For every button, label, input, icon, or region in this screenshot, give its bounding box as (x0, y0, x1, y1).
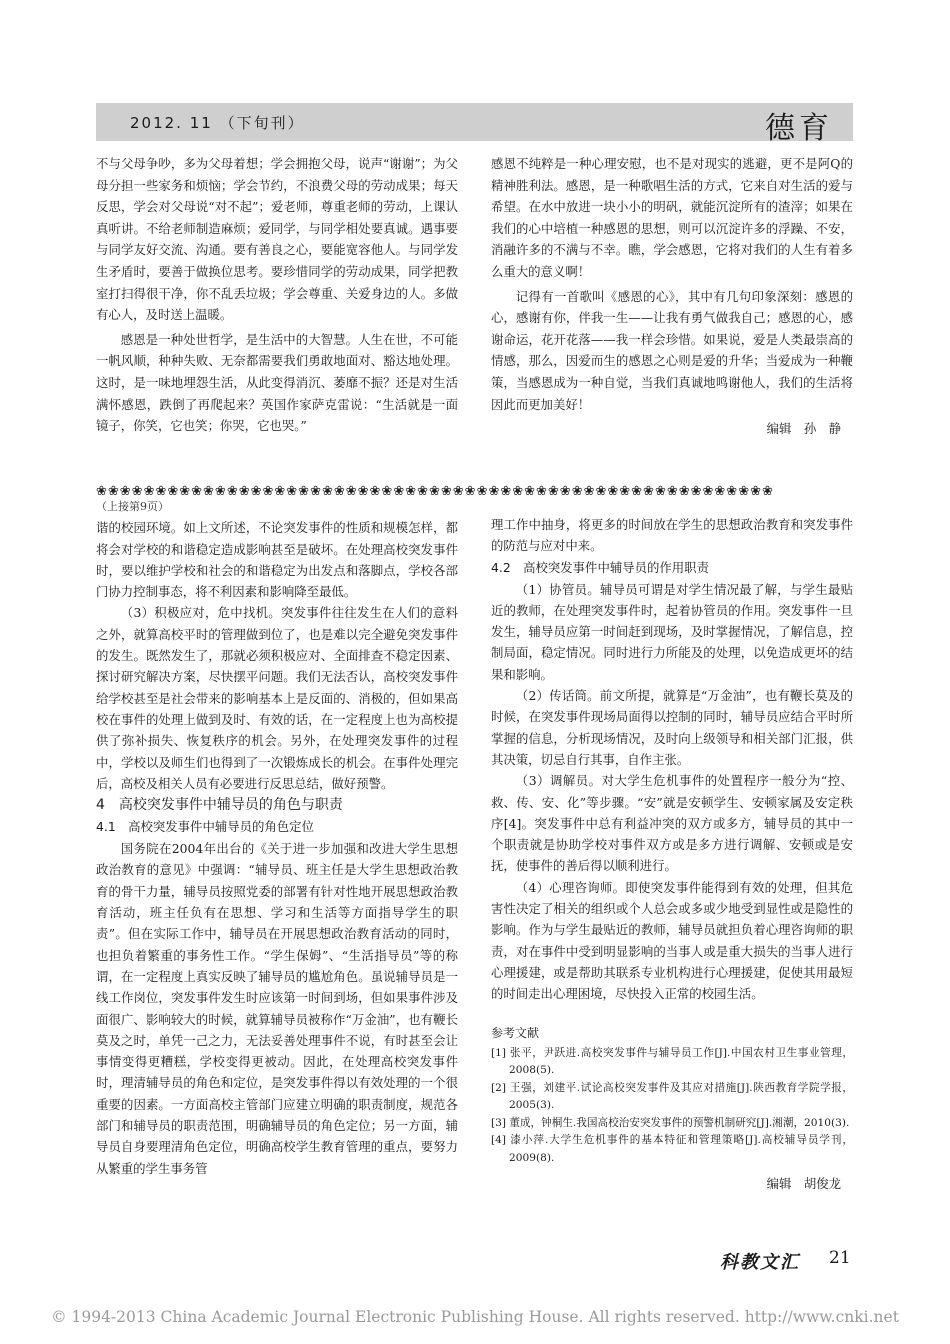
paragraph: 国务院在2004年出台的《关于进一步加强和改进大学生思想政治教育的意见》中强调：“辅导员、班主任是大学生思想政治教育的骨干力量，辅导员按照党委的部署有针对性地开展思想政治教育活动，班主任负有在思想、学习和生活等方面指导学生的职责”。但在实际工作中，辅导员在开展思想政治教育活动的同时，也担负着繁重的事务性工作。“学生保姆”、“生活指导员”等的称谓，在一定程度上真实反映了辅导员的尴尬角色。虽说辅导员是一线工作岗位，突发事件发生时应该第一时间到场，但如果事件涉及面很广、影响较大的时候，就算辅导员被称作“万金油”，也有鞭长莫及之时，单凭一己之力，无法妥善处理事件不说，有时甚至会让事情变得更糟糕，学校变得更被动。因此，在处理高校突发事件时，理清辅导员的角色和定位，是突发事件得以有效处理的一个很重要的因素。一方面高校主管部门应建立明确的职责制度，规范各部门和辅导员的职责范围，明确辅导员的角色定位；另一方面，辅导员自身要理清角色定位，明确高校学生教育管理的重点，要努力从繁重的学生事务管 (96, 841, 458, 1176)
editor-credit: 编辑 胡俊龙 (766, 1176, 841, 1192)
references (491, 1023, 853, 1168)
paragraph: 理工作中抽身，将更多的时间放在学生的思想政治教育和突发事件的防范与应对中来。 (491, 517, 853, 554)
subsection-heading: 4.1 高校突发事件中辅导员的角色定位 (96, 819, 314, 835)
paragraph: 感恩不纯粹是一种心理安慰，也不是对现实的逃避，更不是阿Q的精神胜利法。感恩，是一种歌唱生活的方式，它来自对生活的爱与希望。在水中放进一块小小的明矾，就能沉淀所有的渣滓；如果在我们的心中培植一种感恩的思想，则可以沉淀许多的浮躁、不安，消融许多的不满与不幸。瞧，学会感恩，它将对我们的人生有着多么重大的意义啊！ (491, 156, 853, 279)
top-left-column (96, 153, 458, 437)
bottom-left-column (96, 496, 458, 1179)
section-title: 德育 (765, 111, 833, 146)
page-header (96, 103, 853, 146)
section-heading: 4 高校突发事件中辅导员的角色与职责 (96, 797, 343, 814)
bottom-right-column (491, 514, 853, 1194)
paragraph: （4）心理咨询师。即使突发事件能得到有效的处理，但其危害性决定了相关的组织或个人总会或多或少地受到显性或是隐性的影响。作为与学生最贴近的教师，辅导员就担负着心理咨询师的职责，对在事件中受到明显影响的当事人或是重大损失的当事人进行心理援建，或是帮助其联系专业机构进行心理援建，促使其用最短的时间走出心理困境，尽快投入正常的校园生活。 (491, 879, 853, 1002)
flower-divider: ❀❀❀❀❀❀❀❀❀❀❀❀❀❀❀❀❀❀❀❀❀❀❀❀❀❀❀❀❀❀❀❀❀❀❀❀❀❀❀❀❀❀❀❀❀❀❀❀❀❀❀❀❀❀❀❀❀ (96, 485, 774, 499)
page-number: 21 (829, 1248, 851, 1268)
editor-credit: 编辑 孙 静 (766, 421, 841, 437)
journal-name: 科教文汇 (720, 1252, 800, 1273)
references-title: 参考文献 (491, 1025, 540, 1040)
subsection-heading: 4.2 高校突发事件中辅导员的作用职责 (491, 559, 709, 575)
reference-item: [1] 张平，尹跃进.高校突发事件与辅导员工作[J].中国农村卫生事业管理，2008(5). (491, 1046, 853, 1077)
paragraph: 不与父母争吵，多为父母着想；学会拥抱父母，说声“谢谢”；为父母分担一些家务和烦恼；学会节约，不浪费父母的劳动成果；每天反思，学会对父母说“对不起”；爱老师，尊重老师的劳动，上课认真听讲。不给老师制造麻烦；爱同学，与同学相处要真诚。遇事要与同学友好交流、沟通。要有善良之心，要能宽容他人。与同学发生矛盾时，要善于做换位思考。要珍惜同学的劳动成果，同学把教室打扫得很干净，你不乱丢垃圾；学会尊重、关爱身边的人。多做有心人，及时送上温暖。 (96, 156, 458, 323)
paragraph: 感恩是一种处世哲学，是生活中的大智慧。人生在世，不可能一帆风顺，种种失败、无奈都需要我们勇敢地面对、豁达地处理。这时，是一味地埋怨生活，从此变得消沉、萎靡不振？还是对生活满怀感恩，跌倒了再爬起来？英国作家萨克雷说：“生活就是一面镜子，你笑，它也笑；你哭，它也哭。” (96, 331, 458, 434)
paragraph: （3）积极应对，危中找机。突发事件往往发生在人们的意料之外，就算高校平时的管理做到位了，也是难以完全避免突发事件的发生。既然发生了，那就必须积极应对、全面排查不稳定因素、探讨研究解决方案，尽快摆平问题。我们无法否认，高校突发事件给学校甚至是社会带来的影响基本上是反面的、消极的，但如果高校在事件的处理上做到及时、有效的话，在一定程度上也为高校提供了弥补损失、恢复秩序的机会。另外，在处理突发事件的过程中，学校以及师生们也得到了一次锻炼成长的机会。在事件处理完后，高校及相关人员有必要进行反思总结，做好预警。 (96, 605, 458, 791)
top-right-column (491, 153, 853, 440)
paragraph: 谐的校园环境。如上文所述，不论突发事件的性质和规模怎样，都将会对学校的和谐稳定造成影响甚至是破坏。在处理高校突发事件时，要以维护学校和社会的和谐稳定为出发点和落脚点，学校各部门协力控制事态，将不利因素和影响降至最低。 (96, 520, 458, 600)
paragraph: （3）调解员。对大学生危机事件的处置程序一般分为“控、救、传、安、化”等步骤。“安”就是安顿学生、安顿家属及安定秩序[4]。突发事件中总有利益冲突的双方或多方，辅导员的其中一个职责就是协助学校对事件双方或是多方进行调解、安顿或是安抚，使事件的善后得以顺利进行。 (491, 773, 853, 874)
reference-item: [4] 漆小萍.大学生危机事件的基本特征和管理策略[J].高校辅导员学刊，2009(8). (491, 1134, 853, 1164)
reference-item: [3] 董成，钟桐生.我国高校治安突发事件的预警机制研究[J].湘潮，2010(3). (491, 1116, 850, 1129)
continued-note: （上接第9页） (96, 500, 169, 513)
issue-date: 2012. 11 （下旬刊） (130, 114, 305, 132)
copyright-footer: © 1994-2013 China Academic Journal Electronic Publishing House. All rights reserved. http://www.cnki.net (51, 1308, 899, 1326)
paragraph: （1）协管员。辅导员可谓是对学生情况最了解，与学生最贴近的教师，在处理突发事件时，起着协管员的作用。突发事件一旦发生，辅导员应第一时间赶到现场，及时掌握情况，了解信息，控制局面，稳定情况。同时进行力所能及的处理，以免造成更坏的结果和影响。 (491, 581, 853, 682)
reference-item: [2] 王强，刘建平.试论高校突发事件及其应对措施[J].陕西教育学院学报，2005(3). (491, 1081, 853, 1112)
paragraph: 记得有一首歌叫《感恩的心》，其中有几句印象深刻：感恩的心，感谢有你，伴我一生——让我有勇气做我自己；感恩的心，感谢命运，花开花落——我一样会珍惜。如果说，爱是人类最崇高的情感，那么，因爱而生的感恩之心则是爱的升华；当爱成为一种鞭策，当感恩成为一种自觉，当我们真诚地鸣谢他人，我们的生活将因此而更加美好！ (491, 288, 853, 412)
paragraph: （2）传话筒。前文所提，就算是“万金油”，也有鞭长莫及的时候，在突发事件现场局面得以控制的同时，辅导员应结合平时所掌握的信息，分析现场情况，及时向上级领导和相关部门汇报，供其决策，切忌自行其事，自作主张。 (491, 688, 853, 767)
